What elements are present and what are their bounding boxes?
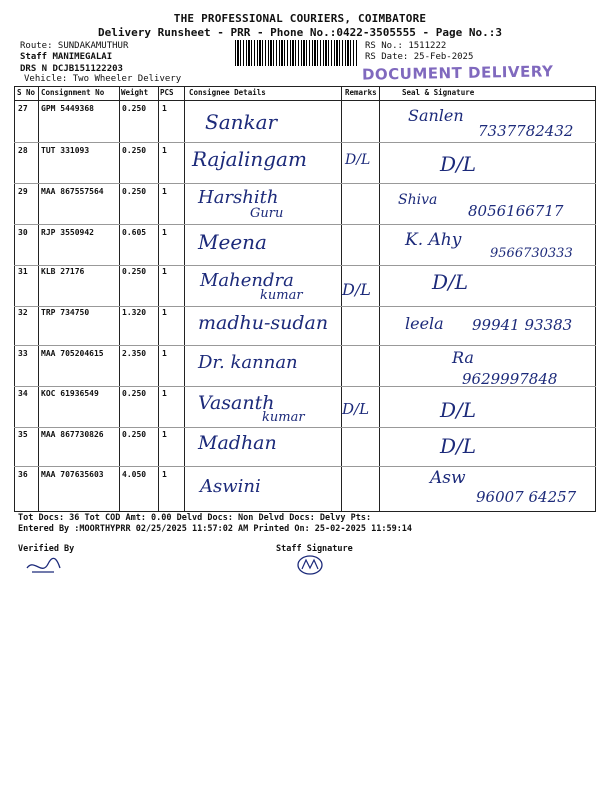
row-pcs: 1 [162,228,167,237]
row-pcs: 1 [162,430,167,439]
receiver-signature: Asw [430,468,466,488]
receiver-signature: leela [405,314,444,333]
delivered-mark: D/L [440,398,477,422]
row-divider [14,142,596,143]
receiver-signature: K. Ahy [405,230,462,250]
header-consignee: Consignee Details [189,88,266,97]
barcode [235,40,358,66]
entered-by-line: Entered By :MOORTHYPRR 02/25/2025 11:57:02 AM Printed On: 25-02-2025 11:59:14 [18,524,413,534]
row-pcs: 1 [162,308,167,317]
consignee-name: Vasanth [198,392,275,414]
consignee-name-line2: kumar [260,288,303,303]
row-sno: 33 [18,349,28,358]
column-divider [341,86,342,512]
verifier-signature-icon [24,554,64,580]
header-weight: Weight [121,88,149,97]
row-sno: 29 [18,187,28,196]
row-weight: 0.250 [122,187,147,196]
row-sno: 27 [18,104,28,113]
consignee-name-line2: kumar [262,410,305,425]
row-divider [14,265,596,266]
row-weight: 2.350 [122,349,147,358]
row-sno: 28 [18,146,28,155]
remark-dl: D/L [342,400,370,418]
staff-label: Staff MANIMEGALAI [20,52,113,62]
row-sno: 34 [18,389,28,398]
row-divider [14,345,596,346]
row-pcs: 1 [162,389,167,398]
receiver-signature: Sanlen [408,106,464,125]
row-sno: 31 [18,267,28,276]
column-divider [38,86,39,512]
consignee-name: Harshith [198,187,279,208]
consignee-name: Dr. kannan [198,352,298,373]
row-consignment: TUT 331093 [41,146,90,155]
row-pcs: 1 [162,187,167,196]
row-weight: 0.250 [122,430,147,439]
delivered-mark: D/L [432,270,469,294]
row-sno: 36 [18,470,28,479]
receiver-signature: Shiva [398,192,438,208]
header-pcs: PCS [160,88,174,97]
row-consignment: MAA 705204615 [41,349,104,358]
receiver-phone: 9566730333 [490,246,573,261]
staff-signature-label: Staff Signature [276,544,353,554]
document-delivery-stamp: DOCUMENT DELIVERY [361,62,554,84]
row-pcs: 1 [162,146,167,155]
row-weight: 0.250 [122,146,147,155]
row-consignment: TRP 734750 [41,308,90,317]
company-title: THE PROFESSIONAL COURIERS, COIMBATORE [173,12,427,25]
row-weight: 0.250 [122,104,147,113]
header-consignment: Consignment No [41,88,105,97]
row-consignment: MAA 707635603 [41,470,104,479]
consignee-name: Sankar [205,110,278,134]
rs-date: RS Date: 25-Feb-2025 [365,52,474,62]
row-weight: 0.250 [122,389,147,398]
runsheet-subtitle: Delivery Runsheet - PRR - Phone No.:0422-3505555 - Page No.:3 [98,26,502,39]
consignee-name: Aswini [200,476,261,497]
remark-dl: D/L [345,152,371,168]
header-signature: Seal & Signature [402,88,475,97]
staff-signature-icon [296,552,326,578]
delivered-mark: D/L [440,152,477,176]
vehicle-label: Vehicle: Two Wheeler Delivery [24,74,182,84]
remark-dl: D/L [342,280,371,299]
row-consignment: MAA 867730826 [41,430,104,439]
row-divider [14,427,596,428]
totals-line: Tot Docs: 36 Tot COD Amt: 0.00 Delvd Docs: Non Delvd Docs: Delvy Pts: [18,513,372,523]
consignee-name: Meena [198,230,267,254]
delivered-mark: D/L [440,434,477,458]
receiver-phone: 9629997848 [462,370,558,388]
header-remarks: Remarks [345,88,377,97]
verified-by-label: Verified By [18,544,75,554]
receiver-phone: 7337782432 [478,122,574,140]
consignee-name: Madhan [198,432,277,454]
row-pcs: 1 [162,470,167,479]
column-divider [158,86,159,512]
consignee-name: madhu-sudan [198,312,329,334]
row-consignment: GPM 5449368 [41,104,94,113]
column-divider [379,86,380,512]
row-divider [14,466,596,467]
consignee-name-line2: Guru [250,206,284,221]
row-divider [14,306,596,307]
row-weight: 0.605 [122,228,147,237]
row-sno: 35 [18,430,28,439]
column-divider [184,86,185,512]
row-sno: 30 [18,228,28,237]
drs-label: DRS N DCJB151122203 [20,64,123,74]
header-sno: S No [17,88,36,97]
row-pcs: 1 [162,267,167,276]
row-weight: 1.320 [122,308,147,317]
row-pcs: 1 [162,349,167,358]
row-consignment: KOC 61936549 [41,389,99,398]
row-weight: 0.250 [122,267,147,276]
rs-number: RS No.: 1511222 [365,41,447,51]
receiver-phone: 96007 64257 [476,488,577,506]
receiver-phone: 8056166717 [468,202,564,220]
column-divider [119,86,120,512]
row-weight: 4.050 [122,470,147,479]
row-consignment: MAA 867557564 [41,187,104,196]
receiver-signature: Ra [452,348,474,367]
row-pcs: 1 [162,104,167,113]
route-label: Route: SUNDAKAMUTHUR [20,41,129,51]
consignee-name: Rajalingam [192,147,307,171]
row-divider [14,224,596,225]
row-divider [14,183,596,184]
row-consignment: KLB 27176 [41,267,85,276]
consignee-name: Mahendra [200,270,294,291]
receiver-phone: 99941 93383 [472,316,573,334]
row-sno: 32 [18,308,28,317]
row-consignment: RJP 3550942 [41,228,94,237]
